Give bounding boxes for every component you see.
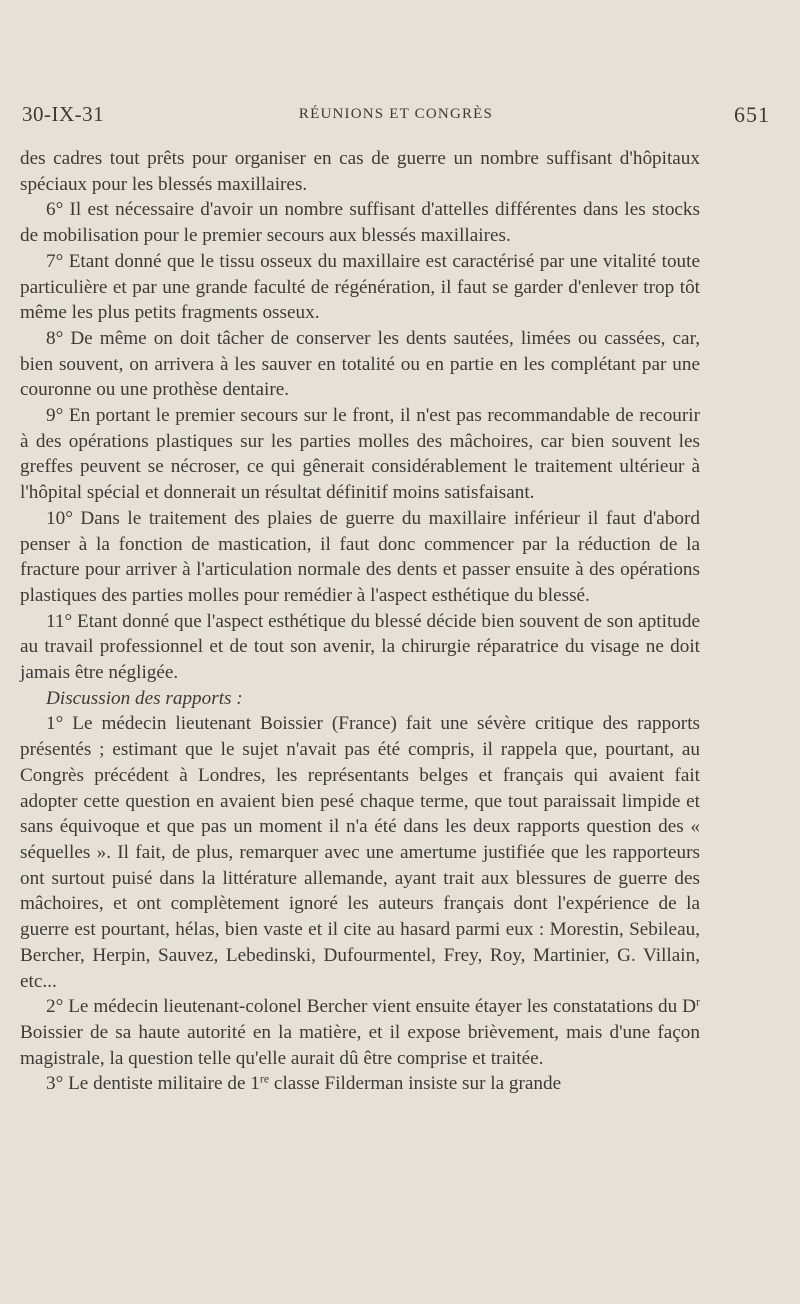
discussion-item-3-text-b: classe Filderman insiste sur la grande <box>269 1073 562 1095</box>
paragraph-item-10: 10° Dans le traitement des plaies de guerre du maxillaire inférieur il faut d'abord penser à la fonction de mastication, il faut donc commencer par la réduction de la fracture pour arriver à l'articulation normale des dents et passer ensuite à des opérations plastiques des parties molles pour remédier à l'aspect esthétique du blessé. <box>20 507 700 606</box>
header-date: 30-IX-31 <box>22 102 105 126</box>
discussion-item-3-text-a: 3° Le dentiste militaire de 1 <box>46 1073 260 1095</box>
running-header <box>22 98 770 138</box>
header-title: RÉUNIONS ET CONGRÈS <box>298 106 494 122</box>
paragraph-continued: des cadres tout prêts pour organiser en cas de guerre un nombre suffisant d'hôpitaux spéciaux pour les blessés maxillaires. <box>20 148 700 195</box>
doctor-abbrev-superscript: r <box>696 994 700 1009</box>
paragraph-item-7: 7° Etant donné que le tissu osseux du maxillaire est caractérisé par une vitalité toute particulière et par une grande faculté de régénération, il faut se garder d'enlever trop tôt même les plus petits fragments osseux. <box>20 250 700 324</box>
paragraph-item-8: 8° De même on doit tâcher de conserver les dents sautées, limées ou cassées, car, bien souvent, on arrivera à les sauver en totalité ou en partie en les complétant par une couronne ou une prothèse dentaire. <box>20 327 700 401</box>
discussion-item-2 <box>20 994 700 1071</box>
discussion-heading: Discussion des rapports : <box>46 687 243 709</box>
discussion-item-2-text-b: Boissier de sa haute autorité en la matière, et il expose brièvement, mais d'une façon magistrale, la question telle qu'elle aurait dû être comprise et traitée. <box>20 1021 700 1069</box>
paragraph-item-9: 9° En portant le premier secours sur le front, il n'est pas recommandable de recourir à des opérations plastiques sur les parties molles des mâchoires, car bien souvent les greffes peuvent se nécroser, ce qui gênerait considérablement le traitement ultérieur à l'hôpital spécial et donnerait un résultat définitif moins satisfaisant. <box>20 405 700 504</box>
discussion-item-3 <box>20 1071 700 1097</box>
paragraph-item-11: 11° Etant donné que l'aspect esthétique du blessé décide bien souvent de son aptitude au travail professionnel et de tout son avenir, la chirurgie réparatrice du visage ne doit jamais être négligée. <box>20 610 700 684</box>
page-number: 651 <box>734 102 770 127</box>
paragraph-item-6: 6° Il est nécessaire d'avoir un nombre suffisant d'attelles différentes dans les stocks de mobilisation pour le premier secours aux blessés maxillaires. <box>20 199 700 247</box>
class-ordinal-superscript: re <box>259 1071 270 1086</box>
discussion-item-2-text-a: 2° Le médecin lieutenant-colonel Bercher vient ensuite étayer les constatations du D <box>46 996 697 1018</box>
body-text <box>20 146 700 1097</box>
discussion-item-1: 1° Le médecin lieutenant Boissier (France) fait une sévère critique des rapports présentés ; estimant que le sujet n'avait pas été compris, il rappela que, pourtant, au Congrès précédent à Londres, les représentants belges et français qui avaient fait adopter cette question en avaient bien pesé chaque terme, que tout paraissait limpide et sans équivoque et que pas un moment il n'a été dans les deux rapports question des « séquelles ». Il fait, de plus, remarquer avec une amertume justifiée que les rapporteurs ont surtout puisé dans la littérature allemande, ayant trait aux blessures de guerre des mâchoires, et ont complètement ignoré les auteurs français dont l'expérience de la guerre est pourtant, hélas, bien vaste et il cite au hasard parmi eux : Morestin, Sebileau, Bercher, Herpin, Sauvez, Lebedinski, Dufourmentel, Frey, Roy, Martinier, G. Villain, etc... <box>20 713 700 992</box>
